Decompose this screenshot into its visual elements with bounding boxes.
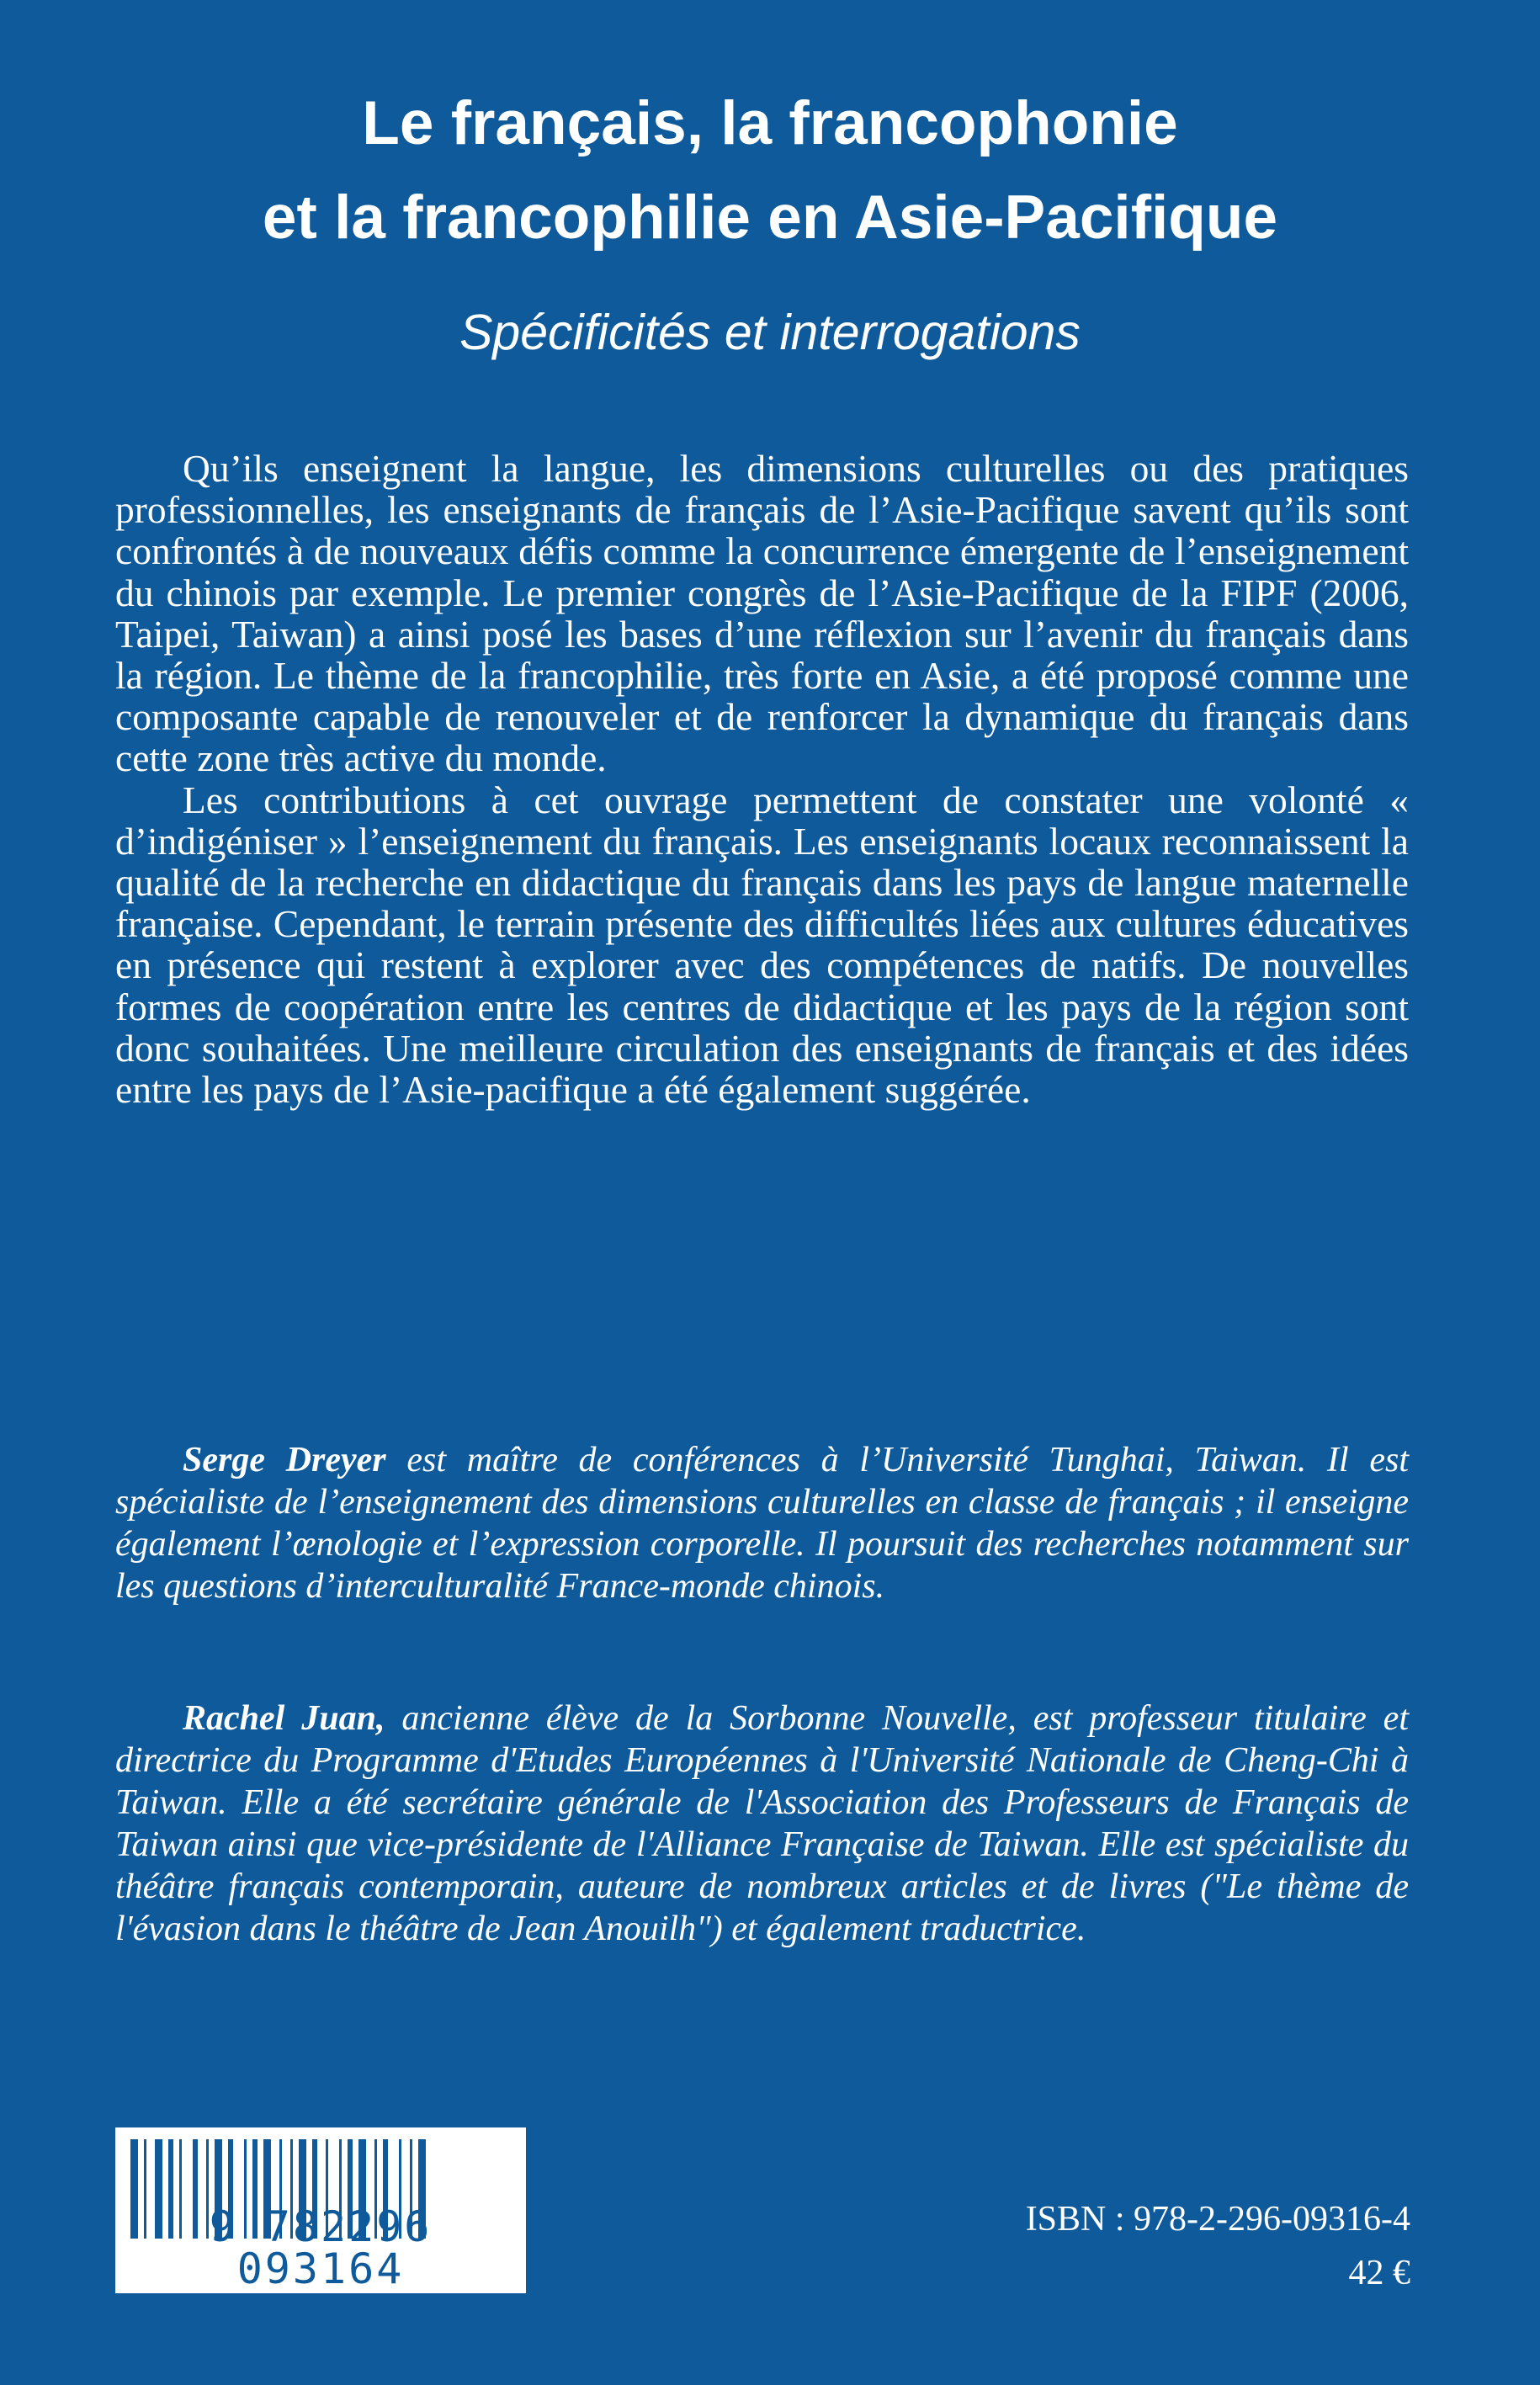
author-bio-text: est maître de conférences à l’Université Tunghai, Taiwan. Il est spécialiste de l’enseignement des dimensions culturelles en classe de français ; il enseigne également l’œnologie et l’expression corporelle. Il poursuit des recherches notamment sur les questions d’interculturalité France-monde chinois.	[115, 1441, 1410, 1606]
description	[115, 448, 1409, 1110]
author-bio-1	[115, 1439, 1409, 1607]
subtitle: Spécificités et interrogations	[459, 305, 1081, 360]
title-line-1: Le français, la francophonie	[362, 89, 1178, 157]
barcode-digits: 9 782296 093164	[209, 2202, 433, 2293]
description-paragraph: Les contributions à cet ouvrage permettent de constater une volonté « d’indigéniser » l’enseignement du français. Les enseignants locaux reconnaissent la qualité de la recherche en didactique du français dans les pays de langue maternelle française. Cependant, le terrain présente des difficultés liées aux cultures éducatives en présence qui restent à explorer avec des compétences de natifs. De nouvelles formes de coopération entre les centres de didactique et les pays de la région sont donc souhaitées. Une meilleure circulation des enseignants de français et des idées entre les pays de l’Asie-pacifique a été également suggérée.	[115, 778, 1409, 1112]
author-name: Rachel Juan,	[183, 1699, 385, 1738]
barcode	[115, 2127, 526, 2293]
title-line-2: et la francophilie en Asie-Pacifique	[262, 183, 1278, 252]
author-name: Serge Dreyer	[183, 1441, 386, 1479]
isbn: ISBN : 978-2-296-09316-4	[1025, 2200, 1410, 2239]
price: 42 €	[1348, 2254, 1410, 2292]
author-bio-text: ancienne élève de la Sorbonne Nouvelle, est professeur titulaire et directrice du Programme d'Etudes Européennes à l'Université Nationale de Cheng-Chi à Taiwan. Elle a été secrétaire générale de l'Association des Professeurs de Français de Taiwan ainsi que vice-présidente de l'Alliance Française de Taiwan. Elle est spécialiste du théâtre français contemporain, auteure de nombreux articles et de livres ("Le thème de l'évasion dans le théâtre de Jean Anouilh") et également traductrice.	[115, 1699, 1409, 1948]
author-bio-2	[115, 1697, 1409, 1950]
description-paragraph: Qu’ils enseignent la langue, les dimensions culturelles ou des pratiques professionnelles, les enseignants de français de l’Asie-Pacifique savent qu’ils sont confrontés à de nouveaux défis comme la concurrence émergente de l’enseignement du chinois par exemple. Le premier congrès de l’Asie-Pacifique de la FIPF (2006, Taipei, Taiwan) a ainsi posé les bases d’une réflexion sur l’avenir du français dans la région. Le thème de la francophilie, très forte en Asie, a été proposé comme une composante capable de renouveler et de renforcer la dynamique du français dans cette zone très active du monde.	[115, 447, 1409, 780]
